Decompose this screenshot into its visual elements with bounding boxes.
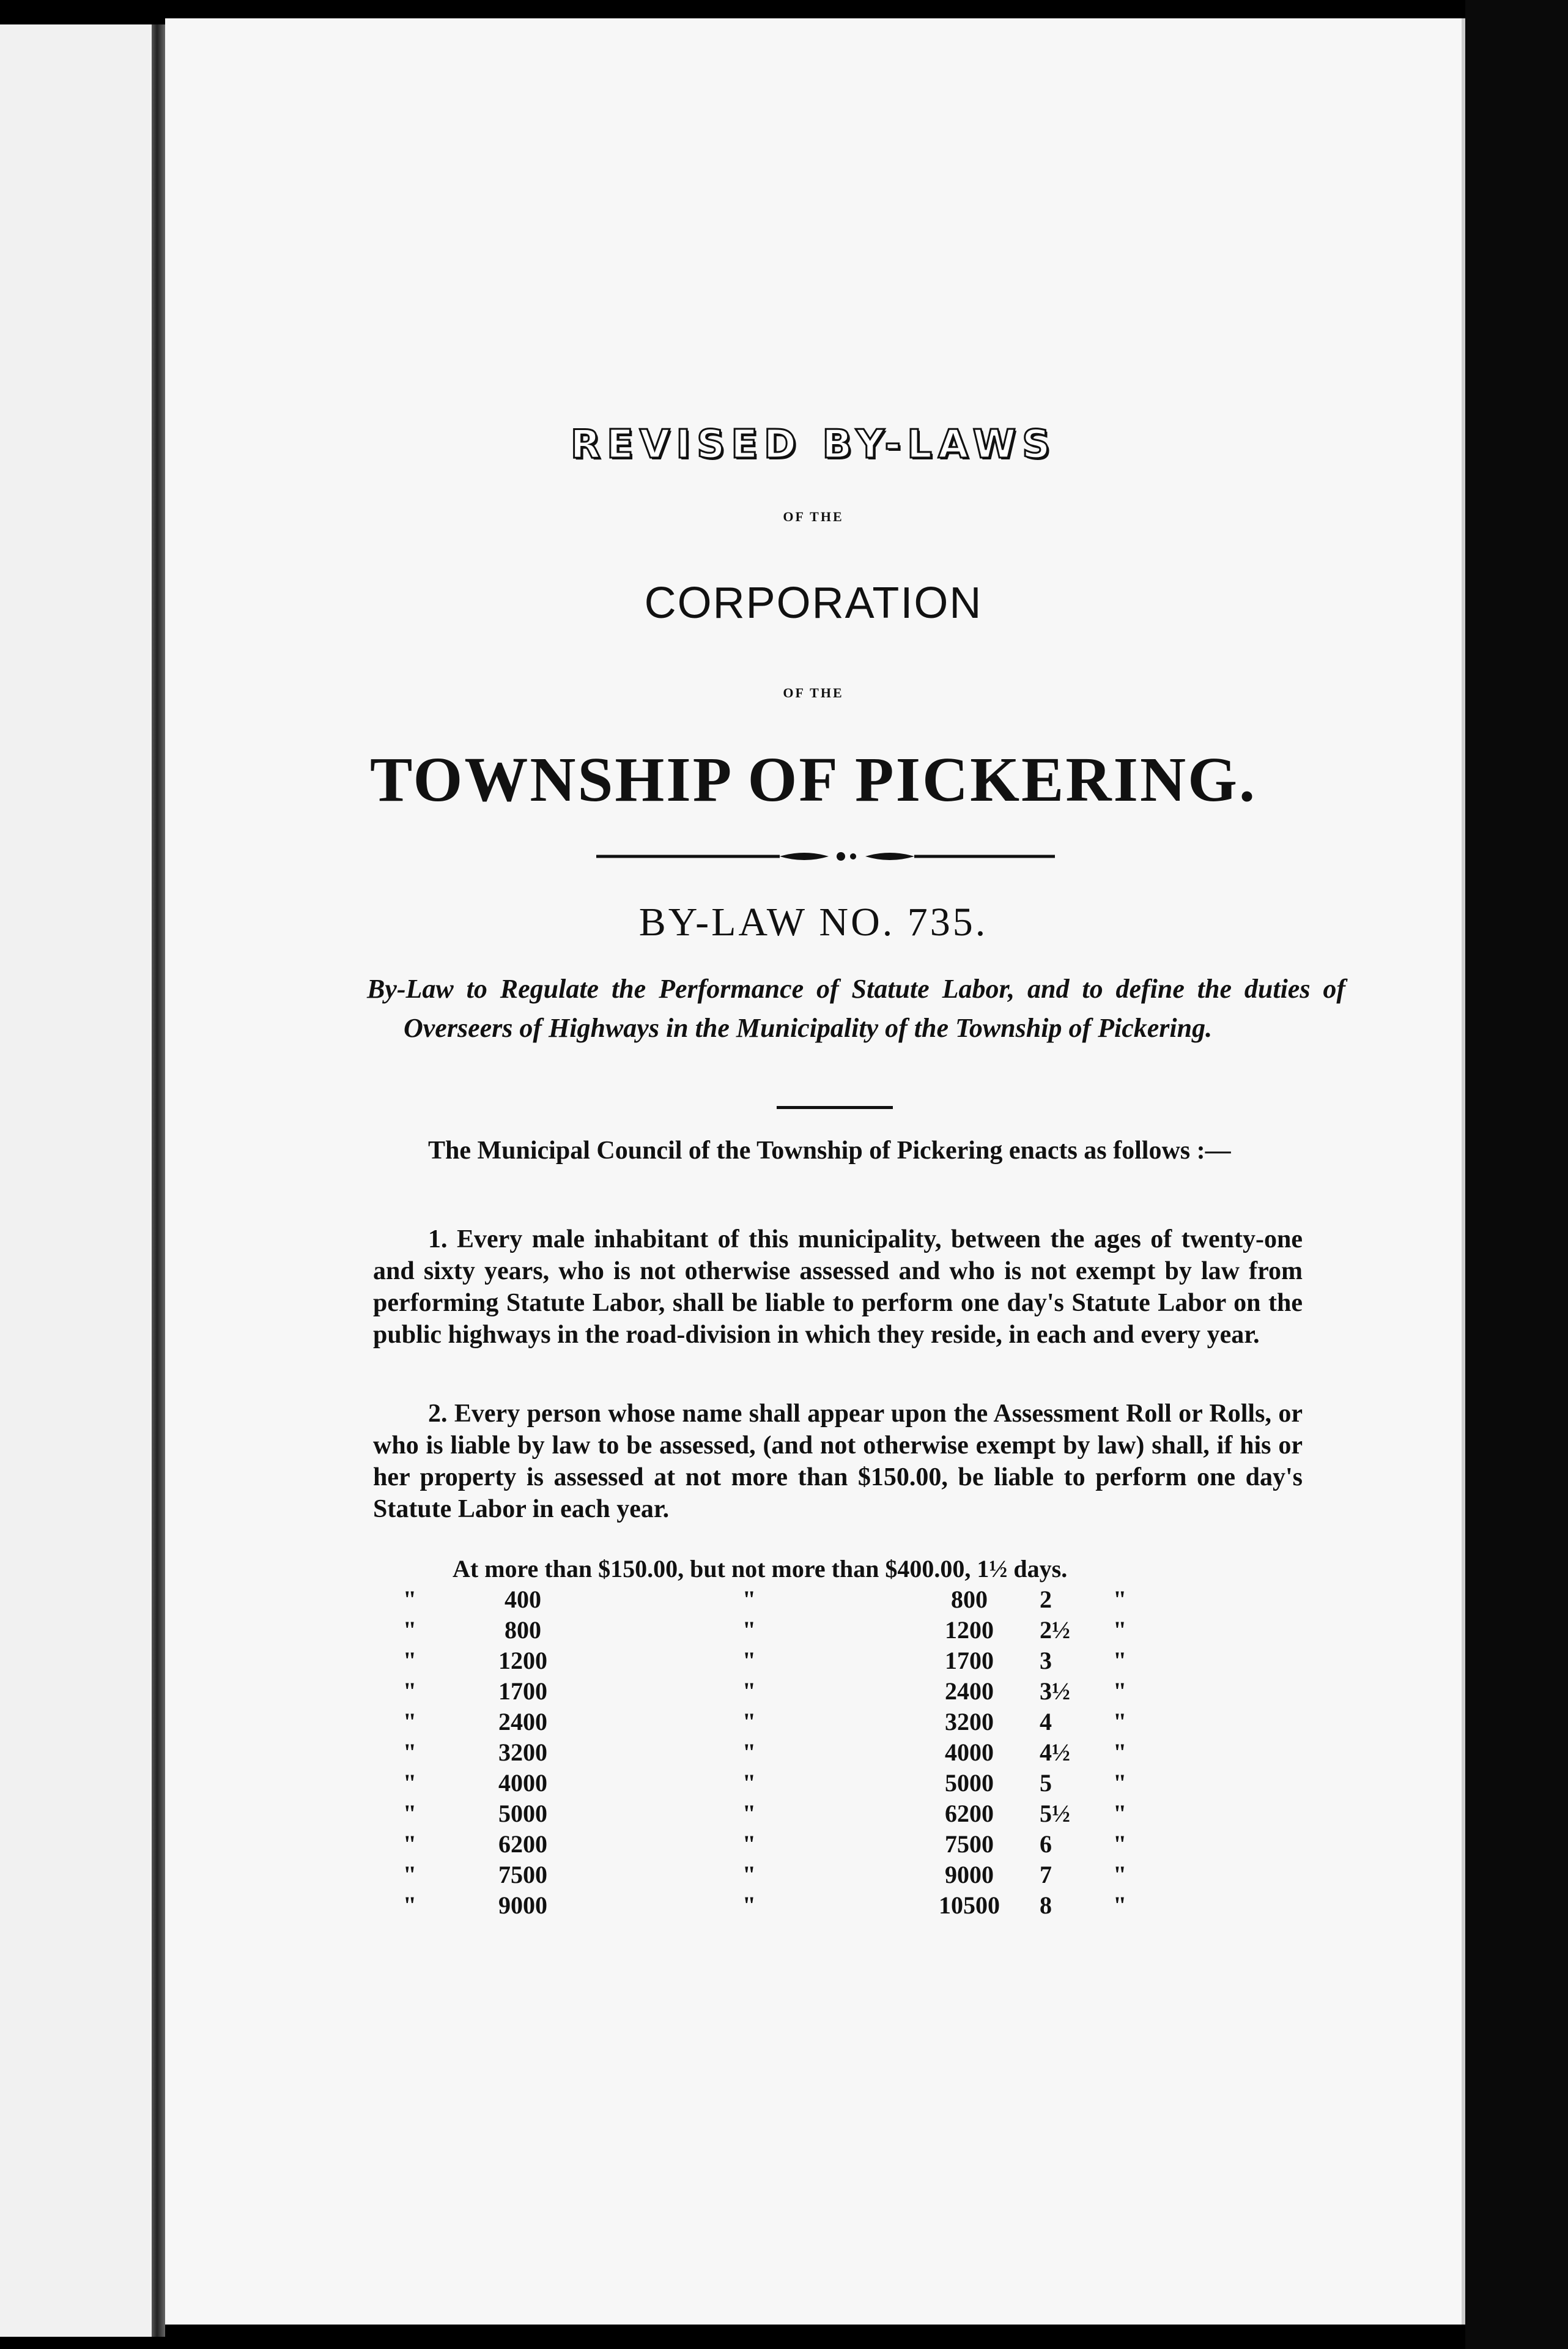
ditto-mark: " xyxy=(742,1830,756,1858)
table-row xyxy=(373,1798,1150,1829)
township-heading: TOWNSHIP OF PICKERING. xyxy=(370,744,1257,815)
assessed-from: 4000 xyxy=(498,1769,547,1797)
days-count: 3 xyxy=(1040,1647,1052,1674)
ditto-mark: " xyxy=(742,1891,756,1919)
table-row xyxy=(373,1829,1150,1860)
divider-rule xyxy=(777,1106,893,1109)
table-row xyxy=(373,1615,1150,1646)
assessed-from: 7500 xyxy=(498,1861,547,1888)
assessed-to: 5000 xyxy=(945,1769,994,1797)
assessed-to: 1700 xyxy=(945,1647,994,1674)
table-row xyxy=(373,1676,1150,1707)
table-row xyxy=(373,1646,1150,1676)
ditto-mark: " xyxy=(402,1800,417,1827)
ditto-mark: " xyxy=(402,1616,417,1644)
ditto-mark: " xyxy=(1113,1861,1127,1888)
of-the-label: OF THE xyxy=(783,509,844,524)
ditto-mark: " xyxy=(1113,1800,1127,1827)
ditto-mark: " xyxy=(742,1647,756,1674)
ditto-mark: " xyxy=(1113,1891,1127,1919)
assessed-to: 7500 xyxy=(945,1830,994,1858)
assessed-to: 800 xyxy=(951,1586,988,1613)
assessed-to: 1200 xyxy=(945,1616,994,1644)
table-row xyxy=(373,1707,1150,1737)
table-row xyxy=(373,1768,1150,1798)
table-row xyxy=(373,1584,1150,1615)
ditto-mark: " xyxy=(402,1861,417,1888)
days-count: 7 xyxy=(1040,1861,1052,1888)
document-page xyxy=(165,18,1465,2325)
ditto-mark: " xyxy=(1113,1708,1127,1735)
assessed-from: 3200 xyxy=(498,1739,547,1766)
ditto-mark: " xyxy=(402,1739,417,1766)
book-gutter xyxy=(152,24,165,2337)
enacting-clause: The Municipal Council of the Township of Pickering enacts as follows :— xyxy=(428,1137,1231,1165)
days-count: 3½ xyxy=(1040,1677,1070,1705)
corporation-heading: CORPORATION xyxy=(644,579,983,628)
ditto-mark: " xyxy=(402,1769,417,1797)
ditto-mark: " xyxy=(1113,1830,1127,1858)
days-count: 5½ xyxy=(1040,1800,1070,1827)
assessed-from: 9000 xyxy=(498,1891,547,1919)
ditto-mark: " xyxy=(402,1586,417,1613)
ditto-mark: " xyxy=(402,1708,417,1735)
of-the-label: OF THE xyxy=(783,685,844,700)
days-count: 8 xyxy=(1040,1891,1052,1919)
assessed-to: 2400 xyxy=(945,1677,994,1705)
table-row xyxy=(373,1890,1150,1921)
ditto-mark: " xyxy=(1113,1647,1127,1674)
section-1: 1. Every male inhabitant of this municipality, between the ages of twenty-one and sixty years, who is not otherwise assessed and who is not exempt by law from performing Statute Labor, shall be liable to perform one day's Statute Labor on the public highways in the road-division in which they reside, in each and every year. xyxy=(373,1225,1303,1349)
ditto-mark: " xyxy=(402,1647,417,1674)
ditto-mark: " xyxy=(1113,1677,1127,1705)
assessed-from: 400 xyxy=(505,1586,541,1613)
ditto-mark: " xyxy=(742,1677,756,1705)
document-title: REVISED BY-LAWS xyxy=(570,422,1057,467)
days-count: 5 xyxy=(1040,1769,1052,1797)
assessed-to: 4000 xyxy=(945,1739,994,1766)
ditto-mark: " xyxy=(742,1861,756,1888)
bylaw-intro: By-Law to Regulate the Performance of Statute Labor, and to define the duties of Overseers of Highways in the Municipality of the Township of Pickering. xyxy=(367,974,1345,1043)
ornamental-rule xyxy=(596,844,1055,869)
table-row xyxy=(373,1737,1150,1768)
ditto-mark: " xyxy=(1113,1739,1127,1766)
facing-page-edge xyxy=(0,24,160,2337)
ditto-mark: " xyxy=(1113,1586,1127,1613)
scan-border-right xyxy=(1465,0,1568,2349)
ditto-mark: " xyxy=(742,1586,756,1613)
ditto-mark: " xyxy=(742,1739,756,1766)
ditto-mark: " xyxy=(742,1616,756,1644)
days-count: 2 xyxy=(1040,1586,1052,1613)
assessed-to: 10500 xyxy=(939,1891,1000,1919)
assessed-to: 3200 xyxy=(945,1708,994,1735)
assessed-from: 1200 xyxy=(498,1647,547,1674)
assessed-to: 6200 xyxy=(945,1800,994,1827)
days-count: 4½ xyxy=(1040,1739,1070,1766)
ditto-mark: " xyxy=(1113,1616,1127,1644)
schedule-header-row xyxy=(373,1554,1150,1584)
assessed-from: 6200 xyxy=(498,1830,547,1858)
assessed-from: 1700 xyxy=(498,1677,547,1705)
section-2: 2. Every person whose name shall appear upon the Assessment Roll or Rolls, or who is liable by law to be assessed, (and not otherwise exempt by law) shall, if his or her property is assessed at not more than $150.00, be liable to perform one day's Statute Labor in each year. xyxy=(373,1400,1303,1523)
statute-labor-schedule xyxy=(373,1554,1150,1921)
days-count: 6 xyxy=(1040,1830,1052,1858)
days-count: 2½ xyxy=(1040,1616,1070,1644)
ditto-mark: " xyxy=(402,1677,417,1705)
assessed-from: 800 xyxy=(505,1616,541,1644)
ditto-mark: " xyxy=(1113,1769,1127,1797)
ditto-mark: " xyxy=(402,1830,417,1858)
ditto-mark: " xyxy=(402,1891,417,1919)
ditto-mark: " xyxy=(742,1708,756,1735)
ditto-mark: " xyxy=(742,1800,756,1827)
days-count: 4 xyxy=(1040,1708,1052,1735)
table-row xyxy=(373,1860,1150,1890)
assessed-to: 9000 xyxy=(945,1861,994,1888)
ditto-mark: " xyxy=(742,1769,756,1797)
assessed-from: 2400 xyxy=(498,1708,547,1735)
assessed-from: 5000 xyxy=(498,1800,547,1827)
schedule-header: At more than $150.00, but not more than $400.00, 1½ days. xyxy=(453,1555,1068,1583)
bylaw-number: BY-LAW NO. 735. xyxy=(638,900,988,944)
